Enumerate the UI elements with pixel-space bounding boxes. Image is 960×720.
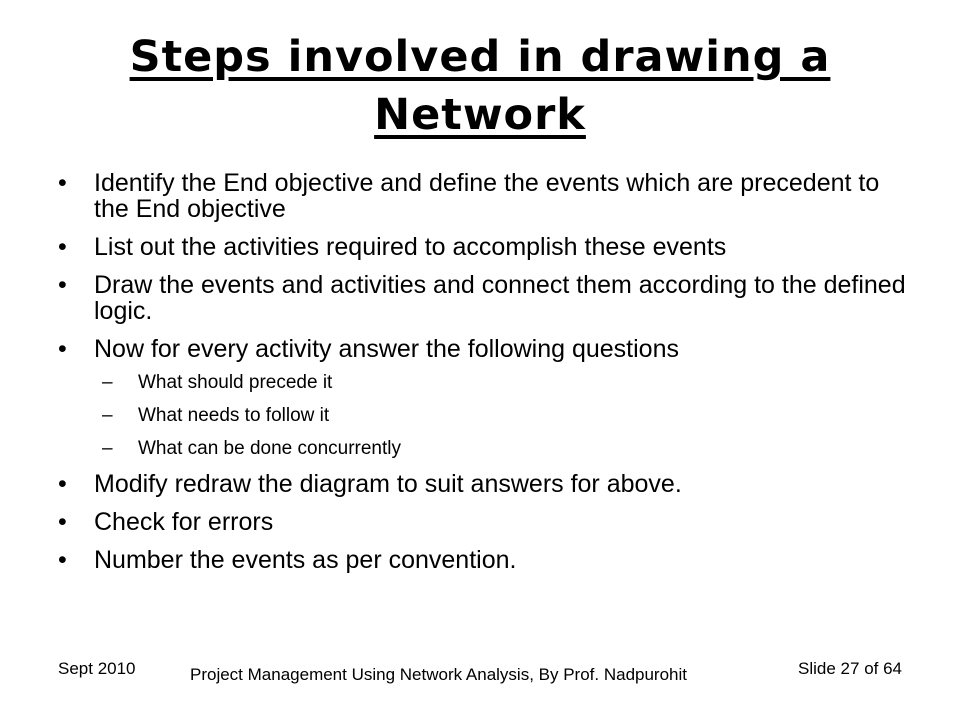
bullet-text: Now for every activity answer the following questions (94, 335, 679, 363)
bullet-marker: • (58, 470, 67, 498)
footer-course: Project Management Using Network Analysis, By Prof. Nadpurohit (190, 665, 688, 684)
bullet-list (58, 170, 908, 585)
dash-marker: – (102, 438, 113, 459)
sub-bullet-text: What should precede it (138, 372, 333, 393)
dash-marker: – (102, 405, 113, 426)
sub-bullet-text: What can be done concurrently (138, 438, 401, 459)
bullet-marker: • (58, 508, 67, 536)
sub-bullet-item (58, 438, 908, 460)
bullet-item (58, 547, 908, 573)
bullet-marker: • (58, 546, 67, 574)
bullet-marker: • (58, 169, 67, 197)
dash-marker: – (102, 372, 113, 393)
bullet-text: Check for errors (94, 508, 274, 536)
slide-title: Steps involved in drawing a Network (129, 32, 831, 140)
bullet-item (58, 471, 908, 497)
bullet-marker: • (58, 233, 67, 261)
bullet-text: Number the events as per convention. (94, 546, 517, 574)
bullet-text: Identify the End objective and define the events which are precedent to the End objective (94, 169, 880, 223)
bullet-item (58, 509, 908, 535)
sub-bullet-text: What needs to follow it (138, 405, 330, 426)
bullet-marker: • (58, 271, 67, 299)
bullet-item (58, 272, 908, 324)
bullet-item (58, 170, 908, 222)
sub-bullet-item (58, 372, 908, 394)
bullet-text: List out the activities required to accomplish these events (94, 233, 727, 261)
bullet-marker: • (58, 335, 67, 363)
sub-bullet-item (58, 405, 908, 427)
bullet-text: Draw the events and activities and connect them according to the defined logic. (94, 271, 906, 325)
footer-slide-number: Slide 27 of 64 (798, 659, 902, 678)
footer-date: Sept 2010 (58, 659, 136, 678)
bullet-text: Modify redraw the diagram to suit answers for above. (94, 470, 682, 498)
bullet-item (58, 234, 908, 260)
bullet-item (58, 336, 908, 362)
